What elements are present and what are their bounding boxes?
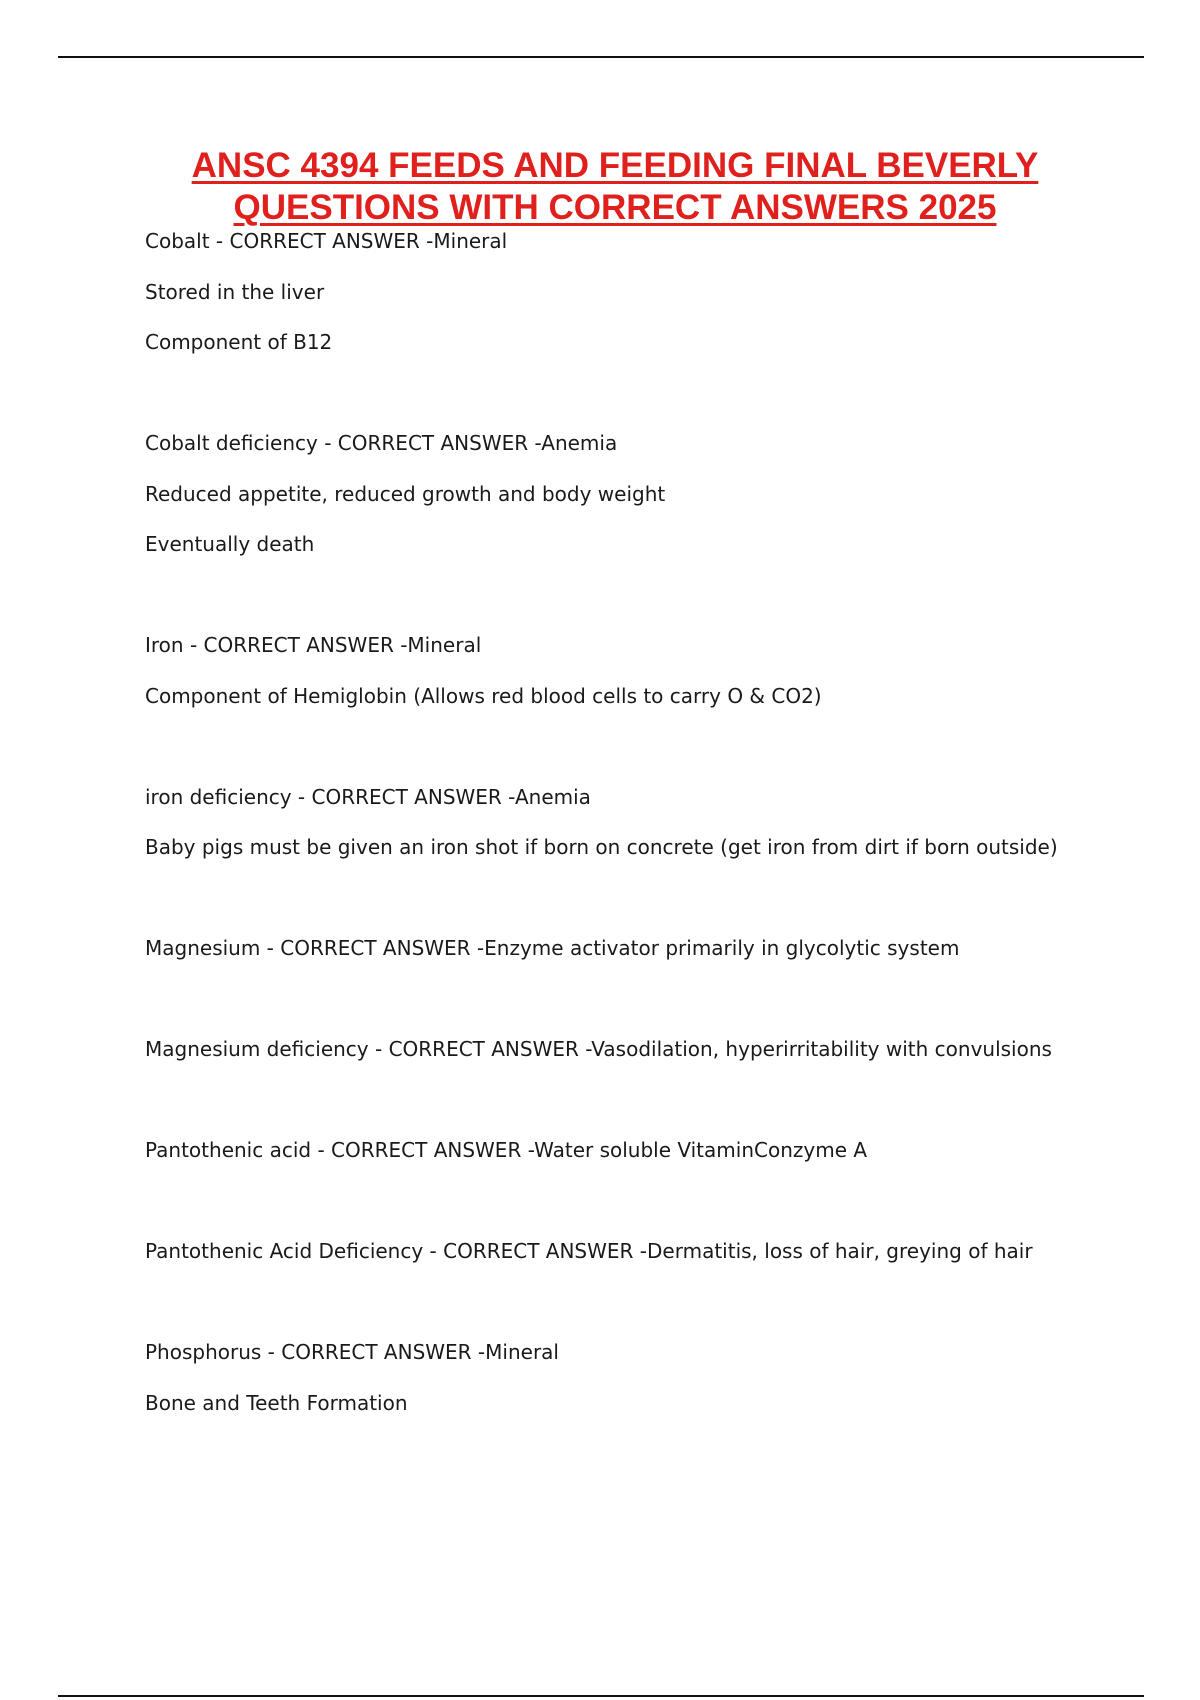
entry-pantothenic-acid xyxy=(145,1137,1145,1163)
entry-line: Pantothenic Acid Deficiency - CORRECT ANSWER -Dermatitis, loss of hair, greying of hair xyxy=(145,1239,1033,1263)
entry-cobalt xyxy=(145,228,1145,355)
entry-line: Magnesium deficiency - CORRECT ANSWER -Vasodilation, hyperirritability with convulsions xyxy=(145,1037,1052,1061)
entry-cobalt-deficiency xyxy=(145,430,1145,557)
entry-pantothenic-acid-deficiency xyxy=(145,1238,1145,1264)
entry-line: Cobalt - CORRECT ANSWER -Mineral xyxy=(145,229,508,253)
entry-line: Stored in the liver xyxy=(145,279,325,304)
entry-line: Reduced appetite, reduced growth and body weight xyxy=(145,481,666,506)
entry-line: Phosphorus - CORRECT ANSWER -Mineral xyxy=(145,1340,559,1364)
entry-line: Bone and Teeth Formation xyxy=(145,1390,408,1415)
entry-line: Baby pigs must be given an iron shot if born on concrete (get iron from dirt if born outside) xyxy=(145,835,1058,859)
entry-line: iron deficiency - CORRECT ANSWER -Anemia xyxy=(145,784,591,809)
entry-iron xyxy=(145,632,1145,709)
entry-line: Component of B12 xyxy=(145,330,333,354)
entry-magnesium xyxy=(145,935,1145,961)
entry-line: Component of Hemiglobin (Allows red blood cells to carry O & CO2) xyxy=(145,683,822,708)
entry-iron-deficiency xyxy=(145,784,1145,861)
entry-phosphorus xyxy=(145,1339,1145,1416)
entry-line: Pantothenic acid - CORRECT ANSWER -Water soluble VitaminConzyme A xyxy=(145,1138,868,1162)
entry-line: Iron - CORRECT ANSWER -Mineral xyxy=(145,633,482,657)
top-rule xyxy=(58,56,1144,58)
entry-line: Cobalt deficiency - CORRECT ANSWER -Anemia xyxy=(145,431,618,455)
entry-magnesium-deficiency xyxy=(145,1036,1145,1062)
document-body xyxy=(145,228,1145,1491)
entry-line: Magnesium - CORRECT ANSWER -Enzyme activator primarily in glycolytic system xyxy=(145,936,960,960)
bottom-rule xyxy=(58,1695,1144,1697)
document-title: ANSC 4394 FEEDS AND FEEDING FINAL BEVERLY QUESTIONS WITH CORRECT ANSWERS 2025 xyxy=(191,146,1039,227)
entry-line: Eventually death xyxy=(145,532,315,556)
